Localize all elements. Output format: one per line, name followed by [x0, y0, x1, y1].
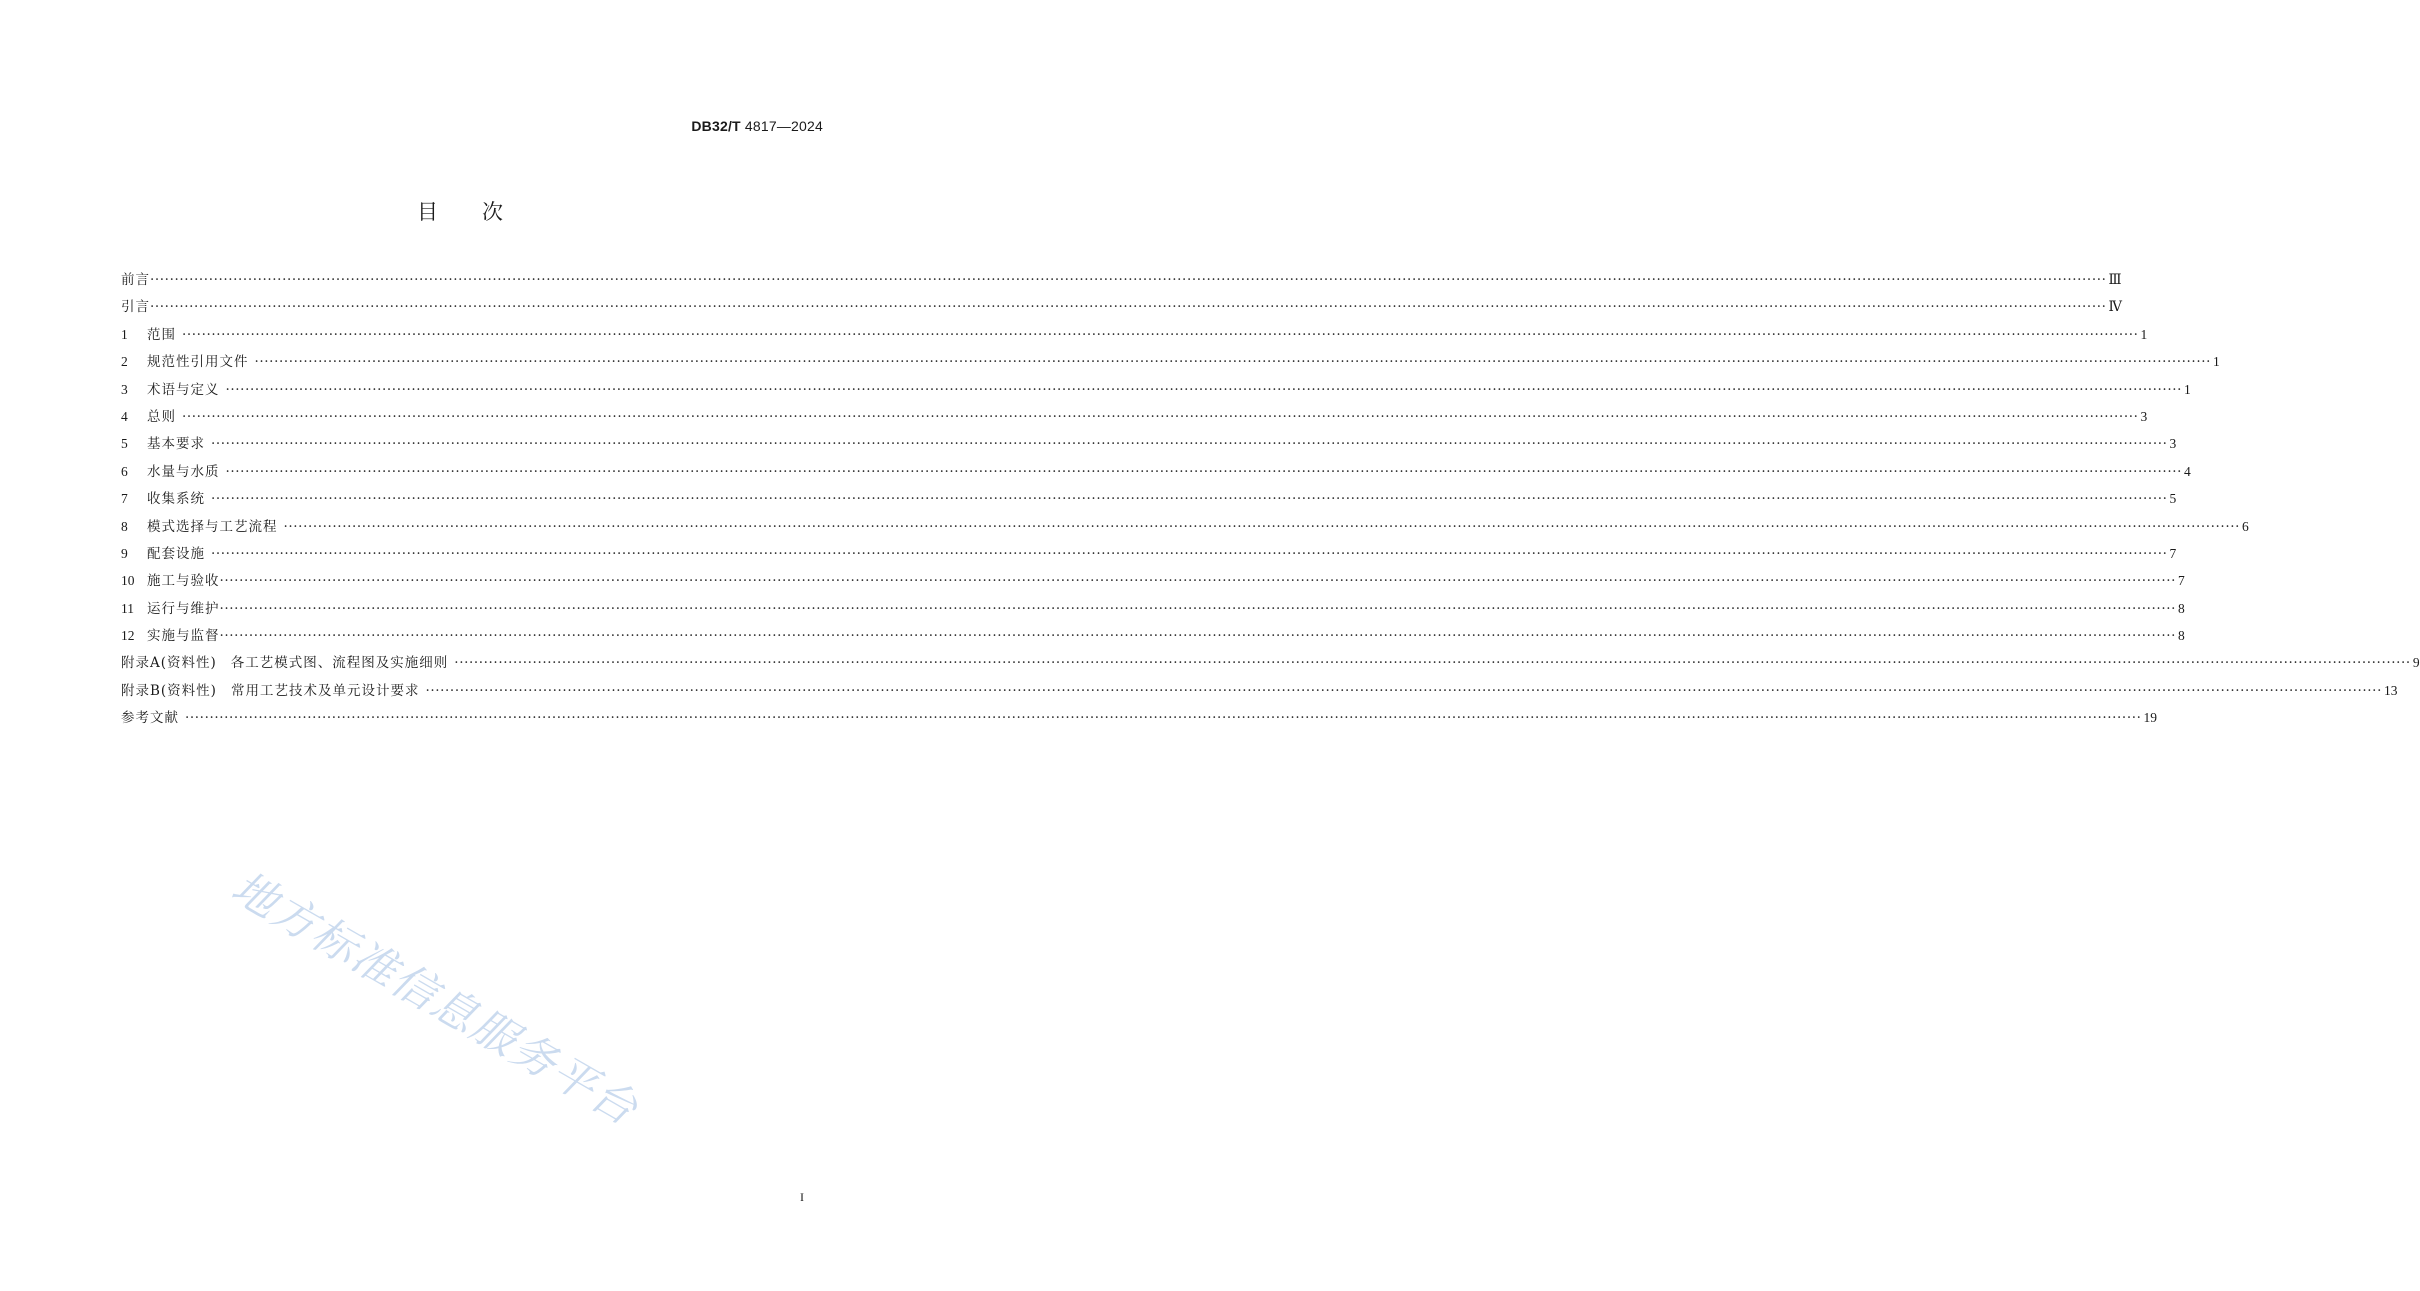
toc-entry-number: 3 [121, 381, 128, 397]
toc-entry[interactable] [121, 513, 2249, 540]
page-title: 目次 [417, 200, 547, 224]
toc-entry-page: 7 [2169, 545, 2177, 561]
toc-entry[interactable] [121, 704, 2158, 731]
dot-leader: ················································································································································································································································································································································································································ [211, 491, 2168, 508]
toc-entry-label: 前言 [121, 272, 150, 288]
toc-entry-label: 施工与验收 [147, 573, 220, 590]
dot-leader: ················································································································································································································································································································································································································ [225, 381, 2183, 398]
dot-leader: ················································································································································································································································································································································································································ [454, 655, 2411, 672]
toc-entry-label: 范围 [147, 326, 176, 343]
toc-entry-number: 2 [121, 354, 128, 370]
toc-entry[interactable] [121, 485, 2177, 512]
dot-leader: ················································································································································································································································································································································································································ [219, 600, 2177, 617]
toc-entry[interactable] [121, 458, 2191, 485]
toc-entry[interactable] [121, 321, 2148, 348]
dot-leader: ················································································································································································································································································································································································································ [225, 463, 2183, 480]
toc-entry-page: 19 [2143, 710, 2158, 726]
toc-entry[interactable] [121, 540, 2177, 567]
toc-entry-page: 1 [2184, 381, 2191, 397]
toc-entry-page: 6 [2242, 518, 2249, 534]
toc-entry-number: 5 [121, 436, 128, 452]
toc-entry-number: 8 [121, 518, 128, 534]
standard-number: 4817—2024 [744, 118, 823, 134]
toc-entry-label: 术语与定义 [147, 381, 220, 398]
toc-entry[interactable] [121, 266, 2122, 293]
toc-entry-number: 1 [121, 326, 128, 342]
toc-entry-label: 运行与维护 [147, 600, 220, 617]
toc-entry-page: 1 [2213, 354, 2220, 370]
toc-entry[interactable] [121, 403, 2148, 430]
toc-entry-label: 总则 [147, 408, 176, 425]
table-of-contents [121, 266, 2420, 732]
toc-entry-subtitle: 各工艺模式图、流程图及实施细则 [230, 655, 449, 672]
toc-entry-page: 5 [2169, 491, 2177, 507]
toc-entry-page: 4 [2184, 463, 2191, 479]
toc-entry[interactable] [121, 649, 2420, 676]
toc-entry-page: 3 [2140, 408, 2148, 424]
toc-entry-page: Ⅳ [2108, 299, 2123, 315]
dot-leader: ················································································································································································································································································································································································································ [254, 354, 2212, 371]
toc-entry[interactable] [121, 622, 2185, 649]
toc-entry-number: 7 [121, 491, 128, 507]
dot-leader: ················································································································································································································································································································································································································ [219, 628, 2177, 645]
toc-entry-label: 配套设施 [147, 545, 205, 562]
watermark: 地方标准信息服务平台 [223, 861, 647, 1136]
dot-leader: ················································································································································································································································································································································································································ [283, 518, 2241, 535]
toc-entry-subtitle: 常用工艺技术及单元设计要求 [230, 682, 420, 699]
toc-entry-label: 参考文献 [121, 710, 179, 727]
toc-entry-page: 9 [2412, 655, 2420, 671]
standard-prefix: DB32/T [691, 118, 741, 134]
toc-entry[interactable] [121, 567, 2185, 594]
toc-entry-number: 6 [121, 463, 128, 479]
toc-entry[interactable] [121, 595, 2185, 622]
dot-leader: ················································································································································································································································································································································································································ [182, 326, 2139, 343]
toc-entry-number: 4 [121, 408, 128, 424]
toc-entry-label: 基本要求 [147, 436, 205, 453]
toc-entry-page: 8 [2178, 600, 2185, 616]
toc-entry-number: 10 [121, 573, 135, 589]
toc-entry-page: 13 [2383, 682, 2398, 698]
toc-entry-number: 11 [121, 600, 134, 616]
toc-entry[interactable] [121, 348, 2220, 375]
dot-leader: ················································································································································································································································································································································································································ [182, 408, 2139, 425]
dot-leader: ················································································································································································································································································································································································································ [211, 545, 2168, 562]
standard-code [691, 118, 823, 134]
toc-entry-label: 引言 [121, 299, 150, 316]
toc-entry[interactable] [121, 293, 2123, 320]
dot-leader: ················································································································································································································································································································································································································ [425, 682, 2382, 699]
toc-entry-label: 附录A(资料性) [121, 655, 217, 672]
toc-entry-number: 9 [121, 545, 128, 561]
toc-entry-page: 3 [2169, 436, 2177, 452]
toc-entry-page: 8 [2178, 628, 2185, 644]
toc-entry-label: 规范性引用文件 [147, 354, 249, 371]
toc-entry-label: 实施与监督 [147, 628, 220, 645]
toc-entry-number: 12 [121, 628, 135, 644]
toc-entry-page: 1 [2140, 326, 2148, 342]
toc-entry[interactable] [121, 677, 2398, 704]
toc-entry-label: 水量与水质 [147, 463, 220, 480]
toc-entry-label: 收集系统 [147, 491, 205, 508]
dot-leader: ················································································································································································································································································································································································································ [150, 299, 2107, 316]
toc-entry-page: 7 [2178, 573, 2185, 589]
dot-leader: ················································································································································································································································································································································································································ [219, 573, 2177, 590]
toc-entry-label: 附录B(资料性) [121, 682, 217, 699]
dot-leader: ················································································································································································································································································································································································································ [211, 436, 2168, 453]
toc-entry-label: 模式选择与工艺流程 [147, 518, 278, 535]
dot-leader: ················································································································································································································································································································································································································ [150, 272, 2107, 288]
toc-entry[interactable] [121, 376, 2191, 403]
dot-leader: ················································································································································································································································································································································································································ [185, 710, 2142, 727]
toc-entry[interactable] [121, 430, 2177, 457]
page-number: I [800, 1190, 804, 1204]
toc-entry-page: Ⅲ [2108, 272, 2122, 287]
